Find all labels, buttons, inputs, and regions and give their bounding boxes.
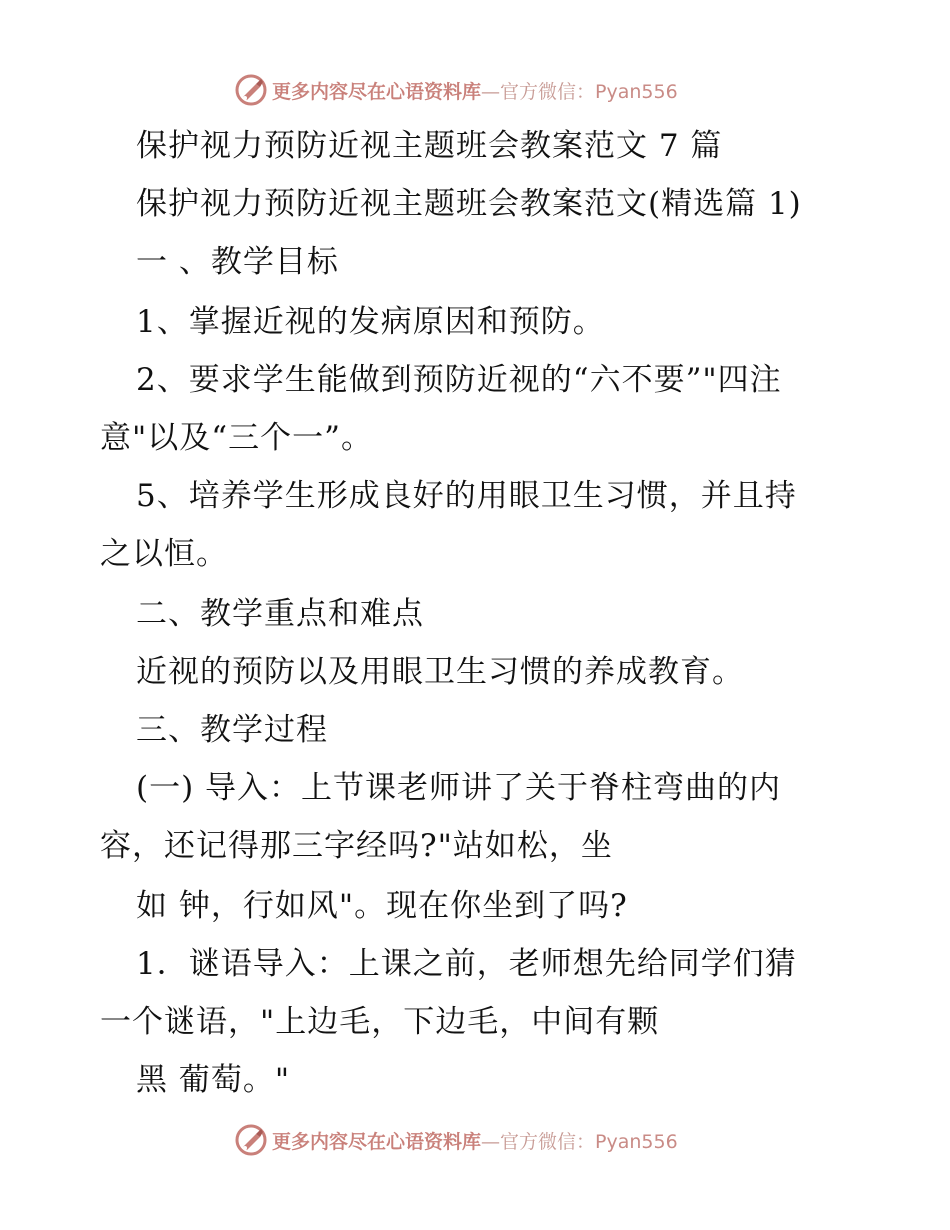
banner-text (272, 1127, 678, 1154)
banner-sub-text: 官方微信： (500, 80, 596, 103)
banner-dash: — (481, 1130, 501, 1153)
footer-banner (234, 1123, 678, 1157)
goal-item-2-continued: 意"以及“三个一”。 (100, 420, 373, 456)
riddle-intro: 1．谜语导入：上课之前，老师想先给同学们猜 (136, 946, 797, 982)
pen-logo-icon (234, 73, 268, 107)
riddle-intro-continued-1: 一个谜语，"上边毛，下边毛，中间有颗 (100, 1004, 660, 1040)
banner-main-text: 更多内容尽在心语资料库 (272, 1130, 482, 1153)
process-intro-continued-1: 容，还记得那三字经吗?"站如松，坐 (100, 828, 613, 864)
banner-main-text: 更多内容尽在心语资料库 (272, 80, 482, 103)
process-intro: (一) 导入：上节课老师讲了关于脊柱弯曲的内 (136, 770, 782, 806)
header-banner (234, 73, 678, 107)
key-points-text: 近视的预防以及用眼卫生习惯的养成教育。 (136, 654, 744, 690)
banner-dash: — (481, 80, 501, 103)
doc-title: 保护视力预防近视主题班会教案范文 7 篇 (136, 128, 723, 164)
banner-wechat-id: Pyan556 (595, 80, 678, 103)
banner-text (272, 77, 678, 104)
banner-wechat-id: Pyan556 (595, 1130, 678, 1153)
banner-sub-text: 官方微信： (500, 1130, 596, 1153)
process-intro-continued-2: 如 钟，行如风"。现在你坐到了吗? (136, 888, 628, 924)
heading-teaching-process: 三、教学过程 (136, 712, 328, 748)
goal-item-5-continued: 之以恒。 (100, 536, 228, 572)
goal-item-2: 2、要求学生能做到预防近视的“六不要”"四注 (136, 362, 782, 398)
heading-teaching-goals: 一 、教学目标 (136, 244, 339, 280)
pen-logo-icon (234, 1123, 268, 1157)
goal-item-1: 1、掌握近视的发病原因和预防。 (136, 304, 605, 340)
riddle-intro-continued-2: 黑 葡萄。" (136, 1062, 291, 1098)
goal-item-5: 5、培养学生形成良好的用眼卫生习惯，并且持 (136, 478, 797, 514)
heading-key-points: 二、教学重点和难点 (136, 596, 424, 632)
section-subtitle: 保护视力预防近视主题班会教案范文(精选篇 1) (136, 186, 802, 222)
